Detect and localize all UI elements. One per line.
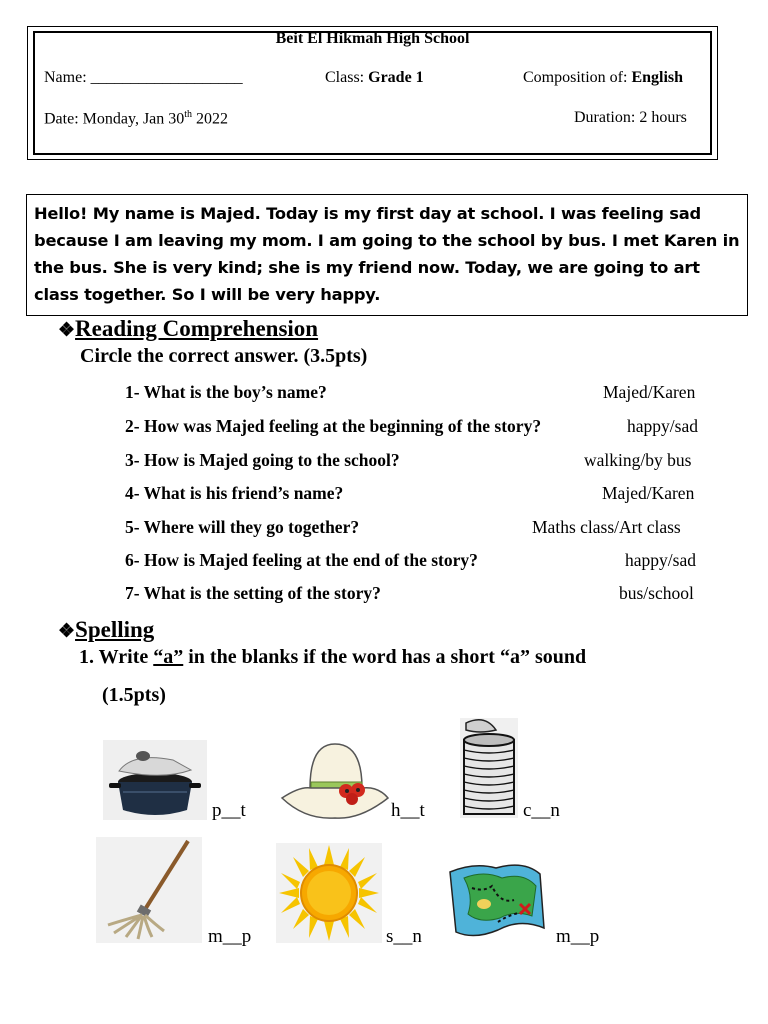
answer-5[interactable]: Maths class/Art class <box>532 517 681 537</box>
spelling-points: (1.5pts) <box>102 684 166 706</box>
spelling-instruction <box>79 646 586 669</box>
answer-2[interactable]: happy/sad <box>627 416 698 436</box>
map-icon <box>444 852 548 944</box>
class-label: Class: <box>325 69 369 86</box>
word-blank-can[interactable]: c__n <box>523 800 560 821</box>
question-6: 6- How is Majed feeling at the end of the story? <box>125 550 478 570</box>
mop-icon <box>96 837 202 943</box>
answer-6[interactable]: happy/sad <box>625 550 696 570</box>
date-superscript: th <box>184 109 193 120</box>
name-field: Name: ___________________ <box>44 69 243 86</box>
question-7: 7- What is the setting of the story? <box>125 583 381 603</box>
question-3: 3- How is Majed going to the school? <box>125 450 400 470</box>
diamond-bullet-icon: ❖ <box>58 320 76 341</box>
hat-icon <box>280 740 390 820</box>
word-blank-hat[interactable]: h__t <box>391 800 425 821</box>
composition-label: Composition of: <box>523 69 632 86</box>
answer-7[interactable]: bus/school <box>619 583 694 603</box>
can-icon <box>460 718 518 818</box>
word-blank-sun[interactable]: s__n <box>386 926 422 947</box>
instruction-letter-a: “a” <box>153 646 184 668</box>
date-text: Date: Monday, Jan 30 <box>44 110 185 128</box>
instruction-prefix: 1. Write <box>79 646 154 668</box>
pot-icon <box>103 740 207 820</box>
story-text-box: Hello! My name is Majed. Today is my first day at school. I was feeling sad because I am leaving my mom. I am going to the school by bus. I met Karen in the bus. She is very kind; she is my friend now. Today, we are going to art class together. So I will be very happy. <box>26 194 748 316</box>
word-blank-map[interactable]: m__p <box>556 926 600 947</box>
reading-instruction: Circle the correct answer. (3.5pts) <box>80 345 368 367</box>
question-2: 2- How was Majed feeling at the beginning of the story? <box>125 416 542 436</box>
date-year: 2022 <box>192 110 229 128</box>
sun-icon <box>276 843 382 943</box>
school-name: Beit El Hikmah High School <box>275 30 470 47</box>
header-inner-border <box>33 31 712 155</box>
word-blank-mop[interactable]: m__p <box>208 926 252 947</box>
answer-1[interactable]: Majed/Karen <box>603 382 696 402</box>
class-field <box>325 69 424 87</box>
class-value: Grade 1 <box>368 69 424 86</box>
composition-field <box>523 69 683 87</box>
spelling-section-title <box>58 617 154 643</box>
instruction-suffix: in the blanks if the word has a short “a” sound <box>183 646 587 668</box>
date-field <box>44 109 228 128</box>
question-1: 1- What is the boy’s name? <box>125 382 327 402</box>
question-4: 4- What is his friend’s name? <box>125 483 344 503</box>
diamond-bullet-icon: ❖ <box>58 621 76 642</box>
answer-3[interactable]: walking/by bus <box>584 450 692 470</box>
reading-title-text: Reading Comprehension <box>75 316 319 341</box>
reading-section-title <box>58 316 318 342</box>
duration-field: Duration: 2 hours <box>574 109 687 126</box>
question-5: 5- Where will they go together? <box>125 517 360 537</box>
answer-4[interactable]: Majed/Karen <box>602 483 695 503</box>
spelling-title-text: Spelling <box>75 617 155 642</box>
composition-value: English <box>631 69 684 86</box>
word-blank-pot[interactable]: p__t <box>212 800 246 821</box>
